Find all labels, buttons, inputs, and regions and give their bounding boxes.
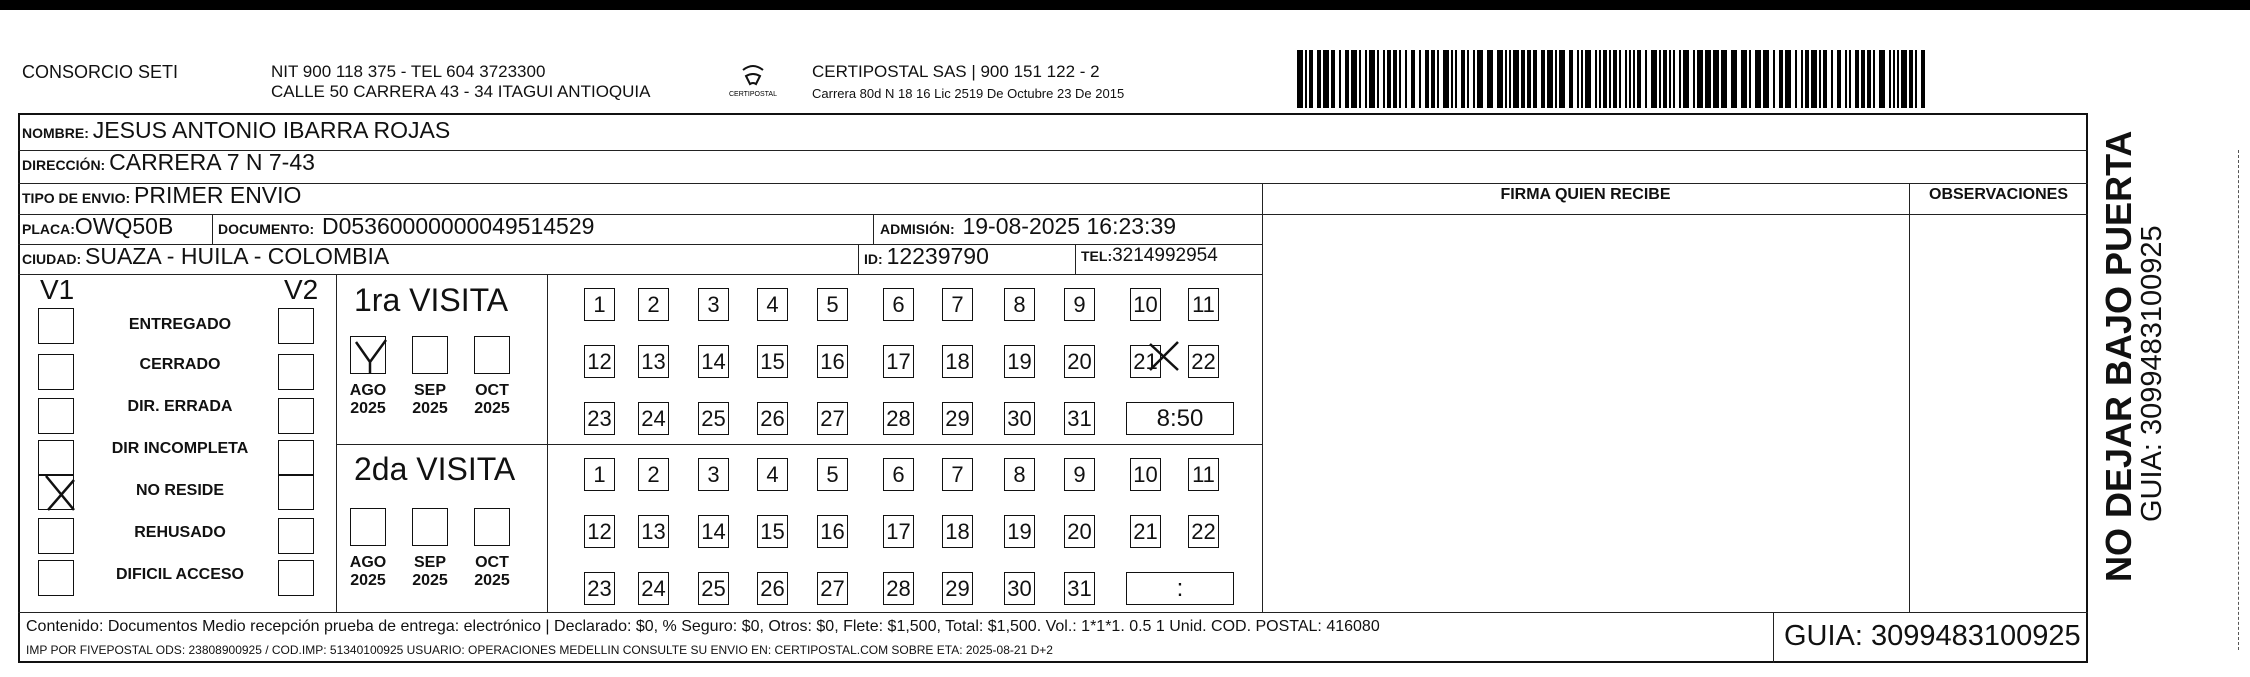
- rule: [873, 214, 874, 244]
- address-line: CALLE 50 CARRERA 43 - 34 ITAGUI ANTIOQUIA: [271, 82, 651, 101]
- v1-checkbox[interactable]: [38, 518, 74, 554]
- barcode-icon: [1297, 50, 1927, 108]
- day-box[interactable]: 19: [1004, 345, 1035, 378]
- tipo-label: TIPO DE ENVIO:: [22, 190, 131, 206]
- day-box[interactable]: 30: [1004, 402, 1035, 435]
- rule: [1909, 183, 1910, 612]
- tipo-value: PRIMER ENVIO: [134, 182, 302, 208]
- status-label: REHUSADO: [134, 524, 226, 541]
- status-label: DIFICIL ACCESO: [115, 566, 244, 583]
- status-label: DIR. ERRADA: [127, 398, 233, 415]
- firma-header: FIRMA QUIEN RECIBE: [1500, 186, 1671, 203]
- day-box[interactable]: 10: [1130, 288, 1161, 321]
- placa-value: OWQ50B: [74, 213, 174, 239]
- v1-header: V1: [40, 274, 75, 305]
- status-label: ENTREGADO: [128, 316, 232, 333]
- day-box[interactable]: 30: [1004, 572, 1035, 605]
- company-name: CONSORCIO SETI: [22, 62, 179, 82]
- time-box[interactable]: 8:50: [1126, 402, 1234, 435]
- id-label: ID:: [864, 251, 883, 267]
- month-checkbox[interactable]: [412, 336, 448, 374]
- day-box[interactable]: 27: [817, 572, 848, 605]
- month-label: [465, 382, 519, 418]
- rule: [18, 183, 2088, 184]
- day-box[interactable]: 14: [698, 515, 729, 548]
- documento-value: D05360000000049514529: [321, 213, 595, 239]
- day-box[interactable]: 20: [1064, 345, 1095, 378]
- status-label: CERRADO: [139, 356, 221, 373]
- ciudad-field: [22, 243, 390, 269]
- v1-checkbox[interactable]: [38, 440, 74, 476]
- guia-number-side: GUIA: 3099483100925: [2136, 225, 2168, 522]
- day-box[interactable]: 4: [757, 458, 788, 491]
- day-box[interactable]: 29: [942, 572, 973, 605]
- day-box[interactable]: 13: [638, 345, 669, 378]
- direccion-field: [22, 149, 315, 175]
- v2-checkbox[interactable]: [278, 474, 314, 510]
- day-box[interactable]: 31: [1064, 572, 1095, 605]
- day-box[interactable]: 25: [698, 402, 729, 435]
- month-label: [341, 382, 395, 418]
- second-visit-title: 2da VISITA: [354, 451, 516, 487]
- month-year: 2025: [350, 572, 386, 589]
- v2-checkbox[interactable]: [278, 354, 314, 390]
- tel-label: TEL:: [1081, 248, 1113, 264]
- day-box[interactable]: 31: [1064, 402, 1095, 435]
- v2-checkbox[interactable]: [278, 518, 314, 554]
- day-box[interactable]: 23: [584, 402, 615, 435]
- v2-checkbox[interactable]: [278, 308, 314, 344]
- admision-label: ADMISIÓN:: [880, 221, 955, 237]
- nit-line: NIT 900 118 375 - TEL 604 3723300: [271, 62, 546, 81]
- day-box[interactable]: 19: [1004, 515, 1035, 548]
- id-field: [864, 243, 989, 269]
- direccion-label: DIRECCIÓN:: [22, 157, 106, 173]
- day-box[interactable]: 11: [1188, 458, 1219, 491]
- documento-label: DOCUMENTO:: [218, 221, 315, 237]
- day-box[interactable]: 23: [584, 572, 615, 605]
- month-name: AGO: [349, 382, 387, 399]
- month-year: 2025: [474, 400, 510, 417]
- status-label: DIR INCOMPLETA: [111, 440, 249, 457]
- day-box[interactable]: 28: [883, 402, 914, 435]
- day-box[interactable]: 1: [584, 288, 615, 321]
- day-box[interactable]: 15: [757, 515, 788, 548]
- admision-field: [880, 213, 1177, 239]
- month-name: OCT: [475, 382, 509, 399]
- day-box[interactable]: 21: [1130, 345, 1161, 378]
- day-box[interactable]: 27: [817, 402, 848, 435]
- day-box[interactable]: 12: [584, 515, 615, 548]
- day-box[interactable]: 24: [638, 572, 669, 605]
- rule: [858, 244, 859, 274]
- nombre-field: [22, 117, 451, 143]
- day-box[interactable]: 11: [1188, 288, 1219, 321]
- rule: [18, 150, 2088, 151]
- content-details: Contenido: Documentos Medio recepción prueba de entrega: electrónico | Declarado: $0, % Seguro: $0, Otros: $0, Flete: $1,500, Total: $1,500. Vol.: 1*1*1. 0.5 1 Unid. COD. POSTAL: 416080: [26, 618, 1380, 635]
- v1-checkbox[interactable]: [38, 354, 74, 390]
- day-box[interactable]: 9: [1064, 458, 1095, 491]
- tipo-envio-field: [22, 182, 302, 208]
- day-box[interactable]: 14: [698, 345, 729, 378]
- month-checkbox[interactable]: [350, 508, 386, 546]
- day-box[interactable]: 6: [883, 458, 914, 491]
- day-box[interactable]: 8: [1004, 458, 1035, 491]
- first-visit-title: 1ra VISITA: [354, 282, 509, 318]
- month-year: 2025: [350, 400, 386, 417]
- placa-label: PLACA:: [22, 221, 75, 237]
- v1-checkbox[interactable]: [38, 398, 74, 434]
- ciudad-label: CIUDAD:: [22, 251, 82, 267]
- nombre-label: NOMBRE:: [22, 125, 89, 141]
- documento-field: [218, 213, 595, 239]
- day-box[interactable]: 2: [638, 288, 669, 321]
- rule: [547, 274, 548, 612]
- day-box[interactable]: 16: [817, 515, 848, 548]
- month-label: [403, 554, 457, 590]
- rule: [336, 444, 1262, 445]
- day-box[interactable]: 26: [757, 402, 788, 435]
- no-dejar-bajo-puerta: NO DEJAR BAJO PUERTA: [2098, 130, 2139, 582]
- day-box[interactable]: 24: [638, 402, 669, 435]
- status-label: NO RESIDE: [135, 482, 224, 499]
- admision-value: 19-08-2025 16:23:39: [962, 213, 1177, 239]
- day-box[interactable]: 26: [757, 572, 788, 605]
- rule: [1773, 612, 1774, 663]
- v1-checkbox[interactable]: [38, 474, 74, 510]
- day-box[interactable]: 1: [584, 458, 615, 491]
- time-box[interactable]: :: [1126, 572, 1234, 605]
- day-box[interactable]: 2: [638, 458, 669, 491]
- observaciones-header: OBSERVACIONES: [1929, 186, 2068, 203]
- v1-checkbox[interactable]: [38, 560, 74, 596]
- nombre-value: JESUS ANTONIO IBARRA ROJAS: [92, 117, 451, 143]
- day-box[interactable]: 7: [942, 458, 973, 491]
- v2-checkbox[interactable]: [278, 440, 314, 476]
- v1-checkbox[interactable]: [38, 308, 74, 344]
- day-box[interactable]: 10: [1130, 458, 1161, 491]
- v2-checkbox[interactable]: [278, 560, 314, 596]
- month-name: SEP: [413, 554, 446, 571]
- month-checkbox[interactable]: [474, 508, 510, 546]
- day-box[interactable]: 15: [757, 345, 788, 378]
- day-box[interactable]: 18: [942, 515, 973, 548]
- day-box[interactable]: 17: [883, 345, 914, 378]
- rule: [18, 274, 1262, 275]
- month-checkbox[interactable]: [474, 336, 510, 374]
- top-edge: [0, 0, 2250, 10]
- id-value: 12239790: [886, 243, 989, 269]
- direccion-value: CARRERA 7 N 7-43: [109, 149, 315, 175]
- rule: [1262, 183, 1263, 612]
- day-box[interactable]: 28: [883, 572, 914, 605]
- day-box[interactable]: 18: [942, 345, 973, 378]
- day-box[interactable]: 3: [698, 288, 729, 321]
- month-checkbox[interactable]: [412, 508, 448, 546]
- svg-text:CERTIPOSTAL: CERTIPOSTAL: [729, 91, 777, 98]
- day-box[interactable]: 8: [1004, 288, 1035, 321]
- rule: [18, 612, 2088, 613]
- day-box[interactable]: 21: [1130, 515, 1161, 548]
- day-box[interactable]: 13: [638, 515, 669, 548]
- day-box[interactable]: 9: [1064, 288, 1095, 321]
- month-name: SEP: [413, 382, 446, 399]
- guia-number-footer: GUIA: 3099483100925: [1784, 620, 2081, 652]
- day-box[interactable]: 16: [817, 345, 848, 378]
- placa-field: [22, 213, 174, 239]
- day-box[interactable]: 22: [1188, 345, 1219, 378]
- tel-value: 3214992954: [1112, 245, 1218, 266]
- ciudad-value: SUAZA - HUILA - COLOMBIA: [85, 243, 390, 269]
- day-box[interactable]: 25: [698, 572, 729, 605]
- day-box[interactable]: 5: [817, 288, 848, 321]
- v2-checkbox[interactable]: [278, 398, 314, 434]
- day-box[interactable]: 7: [942, 288, 973, 321]
- month-year: 2025: [474, 572, 510, 589]
- tel-field: [1081, 246, 1218, 266]
- day-box[interactable]: 12: [584, 345, 615, 378]
- v2-header: V2: [284, 274, 319, 305]
- postal-logo-icon: [728, 60, 778, 104]
- month-year: 2025: [412, 572, 448, 589]
- day-box[interactable]: 17: [883, 515, 914, 548]
- day-box[interactable]: 5: [817, 458, 848, 491]
- day-box[interactable]: 4: [757, 288, 788, 321]
- day-box[interactable]: 20: [1064, 515, 1095, 548]
- rule: [212, 214, 213, 244]
- month-year: 2025: [412, 400, 448, 417]
- month-name: OCT: [475, 554, 509, 571]
- print-details: IMP POR FIVEPOSTAL ODS: 23808900925 / COD.IMP: 51340100925 USUARIO: OPERACIONES MEDELLIN CONSULTE SU ENVIO EN: CERTIPOSTAL.COM SOBRE ETA: 2025-08-21 D+2: [26, 643, 1053, 657]
- month-checkbox[interactable]: [350, 336, 386, 374]
- month-label: [465, 554, 519, 590]
- cut-line: [2238, 150, 2239, 650]
- day-box[interactable]: 6: [883, 288, 914, 321]
- day-box[interactable]: 3: [698, 458, 729, 491]
- month-name: AGO: [349, 554, 387, 571]
- rule: [1075, 244, 1076, 274]
- month-label: [341, 554, 395, 590]
- rule: [336, 274, 337, 612]
- day-box[interactable]: 29: [942, 402, 973, 435]
- certipostal-address: Carrera 80d N 18 16 Lic 2519 De Octubre 23 De 2015: [812, 86, 1125, 101]
- certipostal-line: CERTIPOSTAL SAS | 900 151 122 - 2: [812, 62, 1100, 81]
- day-box[interactable]: 22: [1188, 515, 1219, 548]
- month-label: [403, 382, 457, 418]
